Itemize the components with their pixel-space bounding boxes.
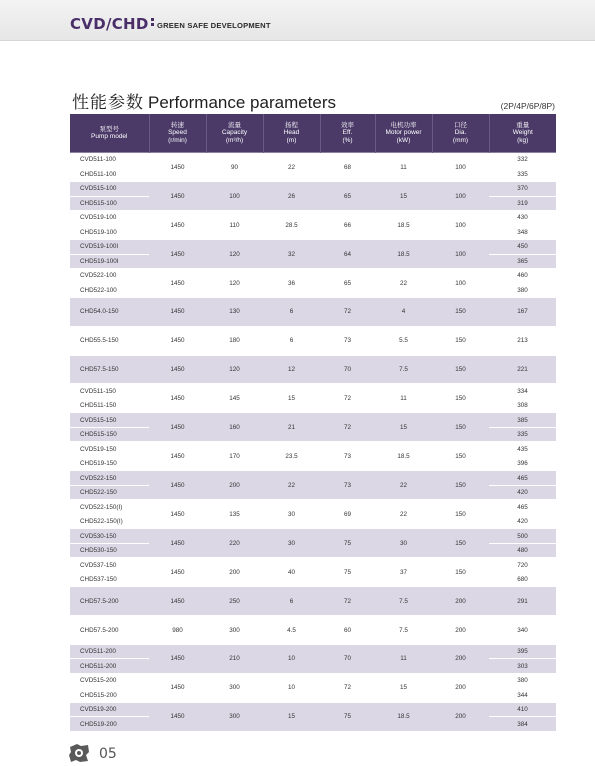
speed-cell: 1450 xyxy=(149,587,206,616)
pump-model-cell: CVD515-150 xyxy=(70,413,149,428)
pump-model-cell: CVD519-100I xyxy=(70,240,149,255)
power-cell: 7.5 xyxy=(375,616,432,645)
power-cell: 18.5 xyxy=(375,442,432,471)
power-cell: 18.5 xyxy=(375,211,432,240)
capacity-cell: 130 xyxy=(206,298,263,327)
capacity-cell: 100 xyxy=(206,182,263,211)
weight-cell: 334 xyxy=(489,384,556,399)
eff-cell: 70 xyxy=(320,355,375,384)
power-cell: 4 xyxy=(375,298,432,327)
eff-cell: 73 xyxy=(320,471,375,500)
weight-cell: 335 xyxy=(489,167,556,182)
table-row xyxy=(70,269,556,284)
speed-cell: 1450 xyxy=(149,702,206,731)
column-header xyxy=(263,114,320,153)
eff-cell: 73 xyxy=(320,442,375,471)
pump-model-cell: CVD515-200 xyxy=(70,673,149,688)
head-cell: 40 xyxy=(263,558,320,587)
gear-logo-icon xyxy=(68,743,90,763)
head-cell: 6 xyxy=(263,587,320,616)
pump-model-cell: CVD511-150 xyxy=(70,384,149,399)
pump-model-cell: CVD515-100 xyxy=(70,182,149,197)
dia-cell: 100 xyxy=(432,153,489,182)
pump-model-cell: CHD57.5-200 xyxy=(70,616,149,645)
weight-cell: 384 xyxy=(489,717,556,732)
pump-model-cell: CVD537-150 xyxy=(70,558,149,573)
column-header-en: Speed xyxy=(168,129,187,136)
head-cell: 22 xyxy=(263,153,320,182)
weight-cell: 420 xyxy=(489,514,556,529)
power-cell: 15 xyxy=(375,673,432,702)
capacity-cell: 300 xyxy=(206,673,263,702)
capacity-cell: 170 xyxy=(206,442,263,471)
pump-model-cell: CHD519-200 xyxy=(70,717,149,732)
pump-model-cell: CHD530-150 xyxy=(70,543,149,558)
eff-cell: 73 xyxy=(320,326,375,355)
eff-cell: 75 xyxy=(320,558,375,587)
power-cell: 22 xyxy=(375,471,432,500)
eff-cell: 75 xyxy=(320,529,375,558)
column-header-unit: (%) xyxy=(342,137,353,144)
weight-cell: 395 xyxy=(489,644,556,659)
speed-cell: 1450 xyxy=(149,529,206,558)
column-header-cn: 流量 xyxy=(228,121,241,129)
table-row xyxy=(70,384,556,399)
weight-cell: 450 xyxy=(489,240,556,255)
power-cell: 11 xyxy=(375,644,432,673)
column-header xyxy=(375,114,432,153)
pump-model-cell: CVD522-150 xyxy=(70,471,149,486)
dia-cell: 150 xyxy=(432,355,489,384)
speed-cell: 1450 xyxy=(149,673,206,702)
head-cell: 10 xyxy=(263,673,320,702)
capacity-cell: 120 xyxy=(206,240,263,269)
eff-cell: 64 xyxy=(320,240,375,269)
head-cell: 4.5 xyxy=(263,616,320,645)
weight-cell: 720 xyxy=(489,558,556,573)
column-header-unit: (m) xyxy=(286,137,297,144)
column-header xyxy=(320,114,375,153)
column-header xyxy=(70,114,149,153)
table-row xyxy=(70,471,556,486)
table-row xyxy=(70,616,556,645)
capacity-cell: 90 xyxy=(206,153,263,182)
column-header-unit: (kg) xyxy=(517,137,529,144)
dia-cell: 150 xyxy=(432,413,489,442)
eff-cell: 70 xyxy=(320,644,375,673)
eff-cell: 72 xyxy=(320,587,375,616)
pump-model-cell: CVD522-100 xyxy=(70,269,149,284)
head-cell: 36 xyxy=(263,269,320,298)
capacity-cell: 300 xyxy=(206,702,263,731)
capacity-cell: 160 xyxy=(206,413,263,442)
speed-cell: 1450 xyxy=(149,558,206,587)
weight-cell: 335 xyxy=(489,427,556,442)
column-header-en: Weight xyxy=(512,129,533,136)
weight-cell: 348 xyxy=(489,225,556,240)
brand-mark-icon xyxy=(151,18,154,31)
speed-cell: 1450 xyxy=(149,240,206,269)
column-header-cn: 重量 xyxy=(516,121,530,129)
pump-model-cell: CHD511-150 xyxy=(70,398,149,413)
table-row xyxy=(70,673,556,688)
column-header xyxy=(206,114,263,153)
head-cell: 21 xyxy=(263,413,320,442)
head-cell: 15 xyxy=(263,384,320,413)
page-title-en: Performance parameters xyxy=(148,93,337,112)
page-number: 05 xyxy=(99,746,117,762)
table-row xyxy=(70,587,556,616)
power-cell: 37 xyxy=(375,558,432,587)
power-cell: 7.5 xyxy=(375,587,432,616)
pump-model-cell: CHD522-100 xyxy=(70,283,149,298)
pump-model-cell: CVD511-200 xyxy=(70,644,149,659)
weight-cell: 435 xyxy=(489,442,556,457)
table-row xyxy=(70,702,556,717)
speed-cell: 1450 xyxy=(149,413,206,442)
column-header xyxy=(489,114,556,153)
speed-cell: 1450 xyxy=(149,644,206,673)
pole-note: (2P/4P/6P/8P) xyxy=(500,101,555,111)
column-header-cn: 效率 xyxy=(341,121,354,129)
capacity-cell: 300 xyxy=(206,616,263,645)
table-row xyxy=(70,326,556,355)
dia-cell: 200 xyxy=(432,702,489,731)
weight-cell: 396 xyxy=(489,456,556,471)
table-row xyxy=(70,558,556,573)
column-header-cn: 泵型号 xyxy=(99,125,119,133)
power-cell: 18.5 xyxy=(375,702,432,731)
dia-cell: 150 xyxy=(432,326,489,355)
head-cell: 6 xyxy=(263,298,320,327)
table-row xyxy=(70,182,556,197)
table-row xyxy=(70,413,556,428)
weight-cell: 500 xyxy=(489,529,556,544)
pump-model-cell: CVD530-150 xyxy=(70,529,149,544)
eff-cell: 65 xyxy=(320,269,375,298)
weight-cell: 410 xyxy=(489,702,556,717)
dia-cell: 100 xyxy=(432,240,489,269)
speed-cell: 980 xyxy=(149,616,206,645)
pump-model-cell: CHD522-150(I) xyxy=(70,514,149,529)
weight-cell: 460 xyxy=(489,269,556,284)
head-cell: 15 xyxy=(263,702,320,731)
pump-model-cell: CHD522-150 xyxy=(70,485,149,500)
speed-cell: 1450 xyxy=(149,182,206,211)
dia-cell: 100 xyxy=(432,182,489,211)
column-header-en: Capacity xyxy=(221,129,248,136)
pump-model-cell: CVD522-150(I) xyxy=(70,500,149,515)
weight-cell: 380 xyxy=(489,283,556,298)
weight-cell: 332 xyxy=(489,153,556,168)
weight-cell: 370 xyxy=(489,182,556,197)
table-row xyxy=(70,240,556,255)
head-cell: 30 xyxy=(263,500,320,529)
pump-model-cell: CHD57.5-200 xyxy=(70,587,149,616)
power-cell: 11 xyxy=(375,153,432,182)
eff-cell: 72 xyxy=(320,413,375,442)
speed-cell: 1450 xyxy=(149,442,206,471)
weight-cell: 420 xyxy=(489,485,556,500)
table-row xyxy=(70,355,556,384)
column-header-cn: 电机功率 xyxy=(390,121,417,129)
eff-cell: 72 xyxy=(320,384,375,413)
weight-cell: 465 xyxy=(489,471,556,486)
power-cell: 30 xyxy=(375,529,432,558)
head-cell: 6 xyxy=(263,326,320,355)
weight-cell: 380 xyxy=(489,673,556,688)
table-body xyxy=(70,153,556,732)
table-header-row xyxy=(70,114,556,153)
eff-cell: 69 xyxy=(320,500,375,529)
speed-cell: 1450 xyxy=(149,269,206,298)
column-header-en: Motor power xyxy=(385,129,422,136)
speed-cell: 1450 xyxy=(149,384,206,413)
weight-cell: 430 xyxy=(489,211,556,226)
eff-cell: 72 xyxy=(320,298,375,327)
eff-cell: 68 xyxy=(320,153,375,182)
eff-cell: 60 xyxy=(320,616,375,645)
speed-cell: 1450 xyxy=(149,355,206,384)
speed-cell: 1450 xyxy=(149,298,206,327)
head-cell: 28.5 xyxy=(263,211,320,240)
weight-cell: 385 xyxy=(489,413,556,428)
column-header-cn: 扬程 xyxy=(285,121,298,129)
eff-cell: 66 xyxy=(320,211,375,240)
head-cell: 30 xyxy=(263,529,320,558)
head-cell: 23.5 xyxy=(263,442,320,471)
page-title-cn: 性能参数 xyxy=(72,93,144,113)
column-header xyxy=(432,114,489,153)
weight-cell: 365 xyxy=(489,254,556,269)
pump-model-cell: CVD519-100 xyxy=(70,211,149,226)
dia-cell: 150 xyxy=(432,384,489,413)
pump-model-cell: CVD519-150 xyxy=(70,442,149,457)
weight-cell: 319 xyxy=(489,196,556,211)
table-row xyxy=(70,298,556,327)
speed-cell: 1450 xyxy=(149,211,206,240)
column-header-en: Eff. xyxy=(342,129,353,136)
dia-cell: 150 xyxy=(432,529,489,558)
pump-model-cell: CHD537-150 xyxy=(70,572,149,587)
weight-cell: 303 xyxy=(489,659,556,674)
capacity-cell: 220 xyxy=(206,529,263,558)
dia-cell: 150 xyxy=(432,298,489,327)
speed-cell: 1450 xyxy=(149,326,206,355)
head-cell: 12 xyxy=(263,355,320,384)
head-cell: 10 xyxy=(263,644,320,673)
capacity-cell: 120 xyxy=(206,269,263,298)
weight-cell: 344 xyxy=(489,688,556,703)
pump-model-cell: CHD54.0-150 xyxy=(70,298,149,327)
column-header-cn: 口径 xyxy=(454,121,467,129)
weight-cell: 680 xyxy=(489,572,556,587)
dia-cell: 150 xyxy=(432,442,489,471)
capacity-cell: 210 xyxy=(206,644,263,673)
head-cell: 32 xyxy=(263,240,320,269)
capacity-cell: 200 xyxy=(206,471,263,500)
pump-model-cell: CHD519-100 xyxy=(70,225,149,240)
column-header-en: Dia. xyxy=(454,129,467,136)
pump-model-cell: CHD511-100 xyxy=(70,167,149,182)
pump-model-cell: CHD57.5-150 xyxy=(70,355,149,384)
table-row xyxy=(70,500,556,515)
speed-cell: 1450 xyxy=(149,500,206,529)
brand-logo-text: CVD/CHD xyxy=(70,15,149,33)
performance-table xyxy=(70,114,556,732)
column-header xyxy=(149,114,206,153)
dia-cell: 200 xyxy=(432,673,489,702)
pump-model-cell: CHD519-150 xyxy=(70,456,149,471)
table-row xyxy=(70,529,556,544)
column-header-cn: 转速 xyxy=(171,121,184,129)
pump-model-cell: CHD511-200 xyxy=(70,659,149,674)
pump-model-cell: CVD511-100 xyxy=(70,153,149,168)
power-cell: 11 xyxy=(375,384,432,413)
weight-cell: 213 xyxy=(489,326,556,355)
column-header-unit: (r/min) xyxy=(168,137,187,144)
power-cell: 15 xyxy=(375,182,432,211)
weight-cell: 308 xyxy=(489,398,556,413)
weight-cell: 291 xyxy=(489,587,556,616)
table-row xyxy=(70,153,556,168)
power-cell: 22 xyxy=(375,269,432,298)
pump-model-cell: CHD519-100I xyxy=(70,254,149,269)
column-header-unit: (kW) xyxy=(396,137,411,144)
dia-cell: 100 xyxy=(432,269,489,298)
power-cell: 15 xyxy=(375,413,432,442)
table-row xyxy=(70,644,556,659)
page-title xyxy=(72,88,336,113)
head-cell: 26 xyxy=(263,182,320,211)
table-row xyxy=(70,442,556,457)
column-header-en: Head xyxy=(283,129,300,136)
capacity-cell: 110 xyxy=(206,211,263,240)
capacity-cell: 180 xyxy=(206,326,263,355)
pump-model-cell: CHD515-150 xyxy=(70,427,149,442)
head-cell: 22 xyxy=(263,471,320,500)
column-header-en: Pump model xyxy=(91,133,128,140)
power-cell: 22 xyxy=(375,500,432,529)
weight-cell: 480 xyxy=(489,543,556,558)
eff-cell: 75 xyxy=(320,702,375,731)
power-cell: 18.5 xyxy=(375,240,432,269)
speed-cell: 1450 xyxy=(149,153,206,182)
weight-cell: 340 xyxy=(489,616,556,645)
power-cell: 5.5 xyxy=(375,326,432,355)
dia-cell: 150 xyxy=(432,558,489,587)
dia-cell: 200 xyxy=(432,644,489,673)
dia-cell: 150 xyxy=(432,500,489,529)
column-header-unit: (mm) xyxy=(452,137,469,144)
capacity-cell: 250 xyxy=(206,587,263,616)
table-row xyxy=(70,211,556,226)
capacity-cell: 135 xyxy=(206,500,263,529)
eff-cell: 72 xyxy=(320,673,375,702)
eff-cell: 65 xyxy=(320,182,375,211)
pump-model-cell: CHD55.5-150 xyxy=(70,326,149,355)
weight-cell: 465 xyxy=(489,500,556,515)
capacity-cell: 120 xyxy=(206,355,263,384)
pump-model-cell: CHD515-100 xyxy=(70,196,149,211)
dia-cell: 100 xyxy=(432,211,489,240)
pump-model-cell: CVD519-200 xyxy=(70,702,149,717)
dia-cell: 200 xyxy=(432,616,489,645)
weight-cell: 221 xyxy=(489,355,556,384)
dia-cell: 200 xyxy=(432,587,489,616)
weight-cell: 167 xyxy=(489,298,556,327)
column-header-unit: (m³/h) xyxy=(225,137,244,144)
speed-cell: 1450 xyxy=(149,471,206,500)
capacity-cell: 200 xyxy=(206,558,263,587)
power-cell: 7.5 xyxy=(375,355,432,384)
brand-tagline: GREEN SAFE DEVELOPMENT xyxy=(157,21,271,30)
dia-cell: 150 xyxy=(432,471,489,500)
pump-model-cell: CHD515-200 xyxy=(70,688,149,703)
capacity-cell: 145 xyxy=(206,384,263,413)
